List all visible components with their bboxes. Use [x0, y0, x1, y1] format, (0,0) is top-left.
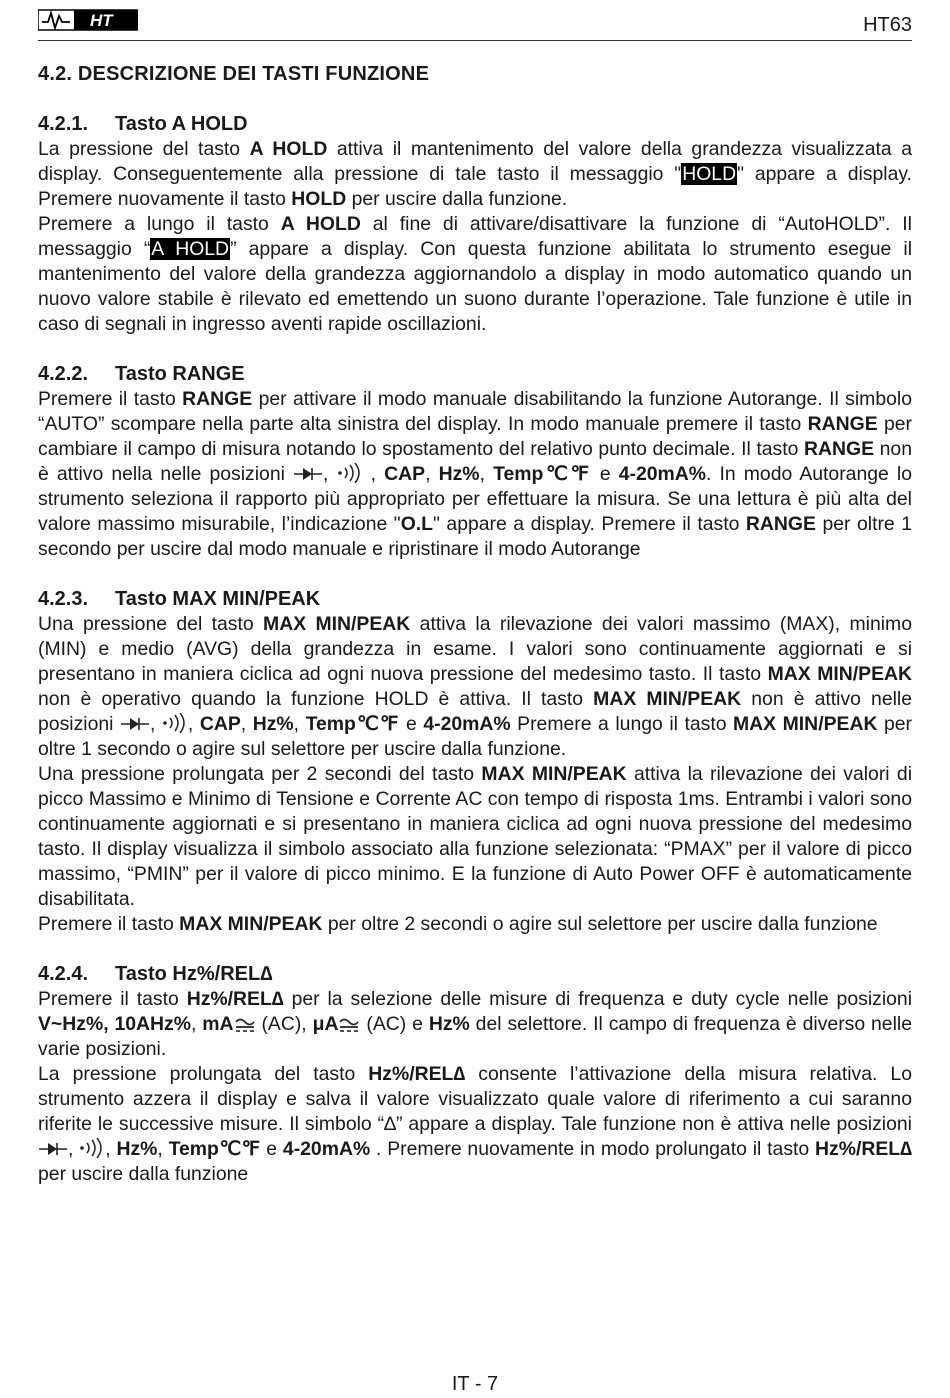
- paragraph-maxmin-2: Una pressione prolungata per 2 secondi del tasto MAX MIN/PEAK attiva la rilevazione dei valori di picco Massimo e Minimo di Tensione e Corrente AC con tempo di risposta 1ms. Entrambi i valori sono continuamente aggiornati e si presentano in maniera ciclica ad ogni nuova pressione del medesimo tasto. Il display visualizza il simbolo associato alla funzione selezionata: “PMAX” per il valore di picco massimo, “PMIN” per il valore di picco minimo. E la funzione di Auto Power OFF è automaticamente disabilitata.: [38, 763, 913, 910]
- paragraph-maxmin-3: Premere il tasto MAX MIN/PEAK per oltre 2 secondi o agire sul selettore per uscire dalla funzione: [38, 913, 878, 935]
- ahold-display-label: A HOLD: [151, 238, 230, 260]
- model-name: HT63: [863, 14, 912, 36]
- subsection-number: 4.2.1.: [38, 113, 89, 135]
- diode-icon: [120, 715, 150, 733]
- brand-text: HT: [90, 11, 113, 30]
- subsection-heading-hzrel: [38, 962, 912, 987]
- paragraph-hold-1: La pressione del tasto A HOLD attiva il mantenimento del valore della grandezza visualizzata a display. Conseguentemente alla pressione di tale tasto il messaggio "HOLD" appare a display. Premere nuovamente il tasto HOLD per uscire dalla funzione.: [38, 138, 912, 210]
- paragraph-hzrel-1: Premere il tasto Hz%/REL∆ per la selezione delle misure di frequenza e duty cycle nelle posizioni V~Hz%, 10AHz%, mA (AC), μA (AC) e Hz% del selettore. Il campo di frequenza è diverso nelle varie posizioni.: [38, 988, 913, 1060]
- subsection-number: 4.2.4.: [38, 963, 89, 985]
- subsection-heading-range: [38, 362, 912, 387]
- paragraph-hzrel-2: La pressione prolungata del tasto Hz%/REL∆ consente l’attivazione della misura relativa. Lo strumento azzera il display e salva il valore visualizzato quale valore di riferimento a cui saranno riferite le successive misure. Il simbolo “∆” appare a display. Tale funzione non è attiva nelle posizioni , , Hz%, Temp℃℉ e 4-20mA% . Premere nuovamente in modo prolungato il tasto Hz%/REL∆ per uscire dalla funzione: [38, 1063, 913, 1185]
- diode-icon: [293, 465, 323, 483]
- hold-display-label: HOLD: [682, 163, 737, 185]
- subsection-number: 4.2.2.: [38, 363, 89, 385]
- buzzer-icon: [162, 713, 188, 733]
- page-content: [38, 62, 912, 1187]
- page-number: IT - 7: [451, 1373, 499, 1395]
- subsection-title: Tasto Hz%/REL∆: [115, 963, 273, 985]
- ac-dc-icon: [234, 1017, 256, 1033]
- ht-logo: [38, 8, 138, 32]
- subsection-title: Tasto A HOLD: [115, 113, 248, 135]
- buzzer-icon: [337, 463, 363, 483]
- subsection-heading-hold: [38, 112, 912, 137]
- diode-icon: [38, 1140, 68, 1158]
- subsection-title: Tasto MAX MIN/PEAK: [115, 588, 321, 610]
- paragraph-hold-2: Premere a lungo il tasto A HOLD al fine di attivare/disattivare la funzione di “AutoHOLD”. Il messaggio “A HOLD” appare a display. Con questa funzione abilitata lo strumento esegue il mantenimento del valore della grandezza aggiornandolo a display in modo automatico quando un nuovo valore stabile è rilevato ed emettendo un suono durante l’operazione. Tale funzione è utile in caso di segnali in ingresso aventi rapide oscillazioni.: [38, 213, 913, 335]
- subsection-title: Tasto RANGE: [115, 363, 245, 385]
- section-title: 4.2. DESCRIZIONE DEI TASTI FUNZIONE: [38, 63, 430, 85]
- paragraph-range: Premere il tasto RANGE per attivare il modo manuale disabilitando la funzione Autorange. Il simbolo “AUTO” scompare nella parte alta sinistra del display. In modo manuale premere il tasto RANGE per cambiare il campo di misura notando lo spostamento del relativo punto decimale. Il tasto RANGE non è attivo nella nelle posizioni , , CAP, Hz%, Temp℃℉ e 4-20mA%. In modo Autorange lo strumento seleziona il rapporto più appropriato per effettuare la misura. Se una lettura è più alta del valore massimo misurabile, l’indicazione "O.L" appare a display. Premere il tasto RANGE per oltre 1 secondo per uscire dal modo manuale e ripristinare il modo Autorange: [38, 388, 912, 560]
- ac-dc-icon: [338, 1017, 360, 1033]
- subsection-number: 4.2.3.: [38, 588, 89, 610]
- paragraph-maxmin-1: Una pressione del tasto MAX MIN/PEAK attiva la rilevazione dei valori massimo (MAX), minimo (MIN) e medio (AVG) della grandezza in esame. I valori sono continuamente aggiornati e si presentano in maniera ciclica ad ogni nuova pressione del medesimo tasto. Il tasto MAX MIN/PEAK non è operativo quando la funzione HOLD è attiva. Il tasto MAX MIN/PEAK non è attivo nelle posizioni , , CAP, Hz%, Temp℃℉ e 4-20mA% Premere a lungo il tasto MAX MIN/PEAK per oltre 1 secondo o agire sul selettore per uscire dalla funzione.: [38, 613, 913, 760]
- header-divider: [38, 40, 912, 41]
- buzzer-icon: [79, 1138, 105, 1158]
- subsection-heading-maxmin: [38, 587, 912, 612]
